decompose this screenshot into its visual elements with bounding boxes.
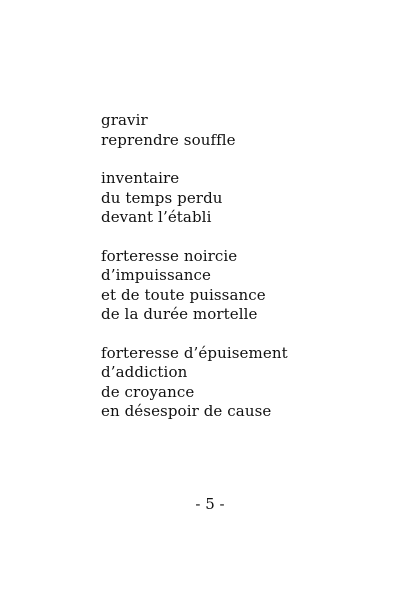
poem-line: et de toute puissance <box>101 285 266 304</box>
poem-line: de croyance <box>101 382 195 401</box>
stanza-2 <box>101 169 401 228</box>
poem-line: devant l’établi <box>101 208 212 226</box>
page-number: - 5 - <box>195 495 225 513</box>
poem-line: forteresse d’épuisement <box>101 343 288 362</box>
poem-line: d’addiction <box>101 363 188 381</box>
stanza-4 <box>101 344 401 422</box>
poem-line: d’impuissance <box>101 266 212 284</box>
poem-line: reprendre souffle <box>101 130 236 149</box>
poem-line: inventaire <box>101 169 180 187</box>
stanza-3 <box>101 247 401 325</box>
poem-line: de la durée mortelle <box>101 305 258 323</box>
poem-line: en désespoir de cause <box>101 402 272 420</box>
poem-body <box>101 111 401 441</box>
poem-line: gravir <box>101 111 148 129</box>
stanza-1 <box>101 111 401 150</box>
poem-line: du temps perdu <box>101 188 223 207</box>
poem-line: forteresse noircie <box>101 246 238 265</box>
